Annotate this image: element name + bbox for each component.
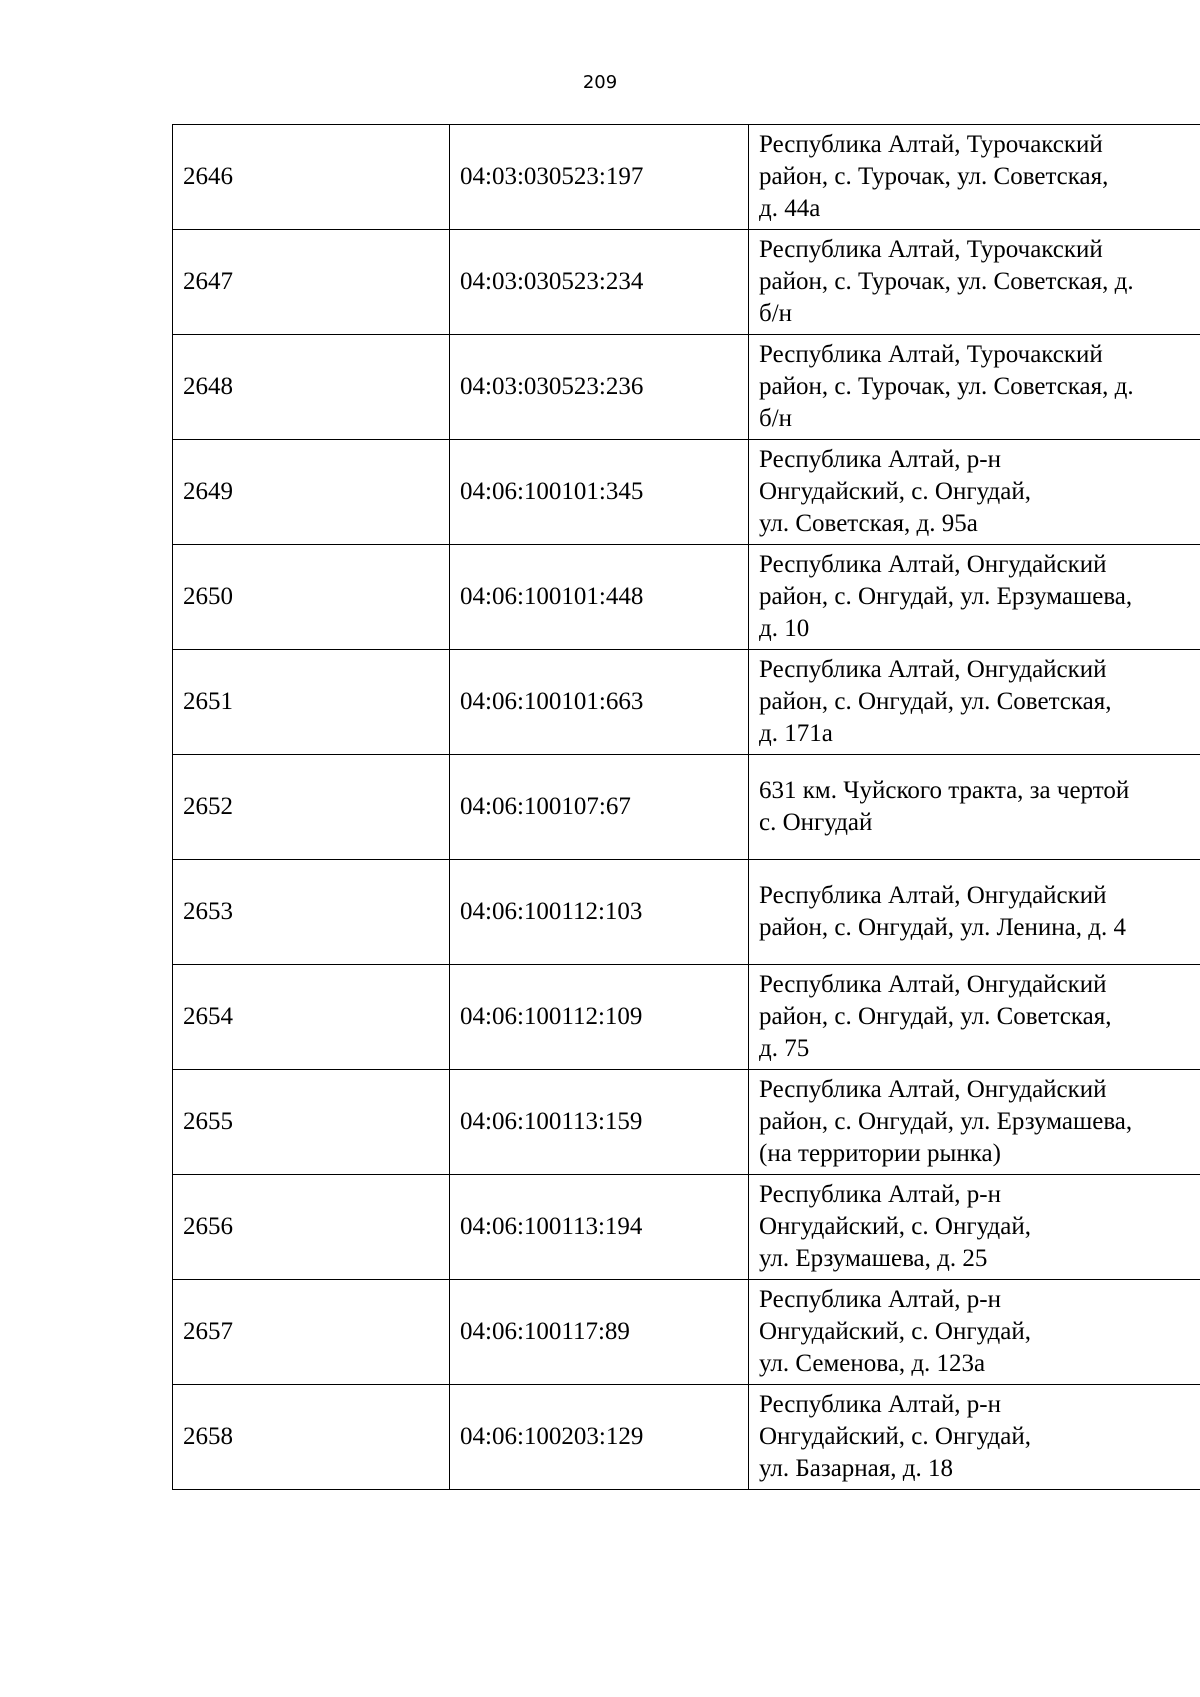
table-row bbox=[173, 860, 1200, 965]
table-row bbox=[173, 230, 1200, 335]
address-cell: Республика Алтай, Турочакский район, с. Турочак, ул. Советская, д. б/н bbox=[749, 230, 1200, 335]
table-row bbox=[173, 965, 1200, 1070]
row-number-cell: 2652 bbox=[173, 755, 450, 860]
table-row bbox=[173, 545, 1200, 650]
row-number-cell: 2653 bbox=[173, 860, 450, 965]
cadastral-number-cell: 04:06:100112:109 bbox=[450, 965, 749, 1070]
address-cell: Республика Алтай, Онгудайский район, с. Онгудай, ул. Ерзумашева, (на территории рынка) bbox=[749, 1070, 1200, 1175]
cadastral-number-cell: 04:06:100101:345 bbox=[450, 440, 749, 545]
row-number-cell: 2651 bbox=[173, 650, 450, 755]
table-row bbox=[173, 650, 1200, 755]
address-cell: Республика Алтай, Онгудайский район, с. Онгудай, ул. Советская, д. 75 bbox=[749, 965, 1200, 1070]
address-cell: Республика Алтай, Турочакский район, с. Турочак, ул. Советская, д. 44а bbox=[749, 125, 1200, 230]
row-number-cell: 2654 bbox=[173, 965, 450, 1070]
row-number-cell: 2658 bbox=[173, 1385, 450, 1490]
cadastral-number-cell: 04:06:100107:67 bbox=[450, 755, 749, 860]
table-row bbox=[173, 755, 1200, 860]
table-row bbox=[173, 1385, 1200, 1490]
address-cell: Республика Алтай, Онгудайский район, с. Онгудай, ул. Ерзумашева, д. 10 bbox=[749, 545, 1200, 650]
address-cell: Республика Алтай, р-н Онгудайский, с. Онгудай, ул. Ерзумашева, д. 25 bbox=[749, 1175, 1200, 1280]
registry-table-body bbox=[173, 125, 1200, 1490]
address-cell: 631 км. Чуйского тракта, за чертой с. Онгудай bbox=[749, 755, 1200, 860]
cadastral-number-cell: 04:06:100203:129 bbox=[450, 1385, 749, 1490]
address-cell: Республика Алтай, Турочакский район, с. Турочак, ул. Советская, д. б/н bbox=[749, 335, 1200, 440]
row-number-cell: 2646 bbox=[173, 125, 450, 230]
table-row bbox=[173, 125, 1200, 230]
table-row bbox=[173, 1280, 1200, 1385]
row-number-cell: 2655 bbox=[173, 1070, 450, 1175]
cadastral-number-cell: 04:06:100101:663 bbox=[450, 650, 749, 755]
row-number-cell: 2650 bbox=[173, 545, 450, 650]
cadastral-number-cell: 04:03:030523:236 bbox=[450, 335, 749, 440]
row-number-cell: 2657 bbox=[173, 1280, 450, 1385]
row-number-cell: 2656 bbox=[173, 1175, 450, 1280]
cadastral-number-cell: 04:06:100112:103 bbox=[450, 860, 749, 965]
cadastral-number-cell: 04:03:030523:234 bbox=[450, 230, 749, 335]
row-number-cell: 2649 bbox=[173, 440, 450, 545]
row-number-cell: 2647 bbox=[173, 230, 450, 335]
table-row bbox=[173, 1175, 1200, 1280]
page-number: 209 bbox=[582, 72, 618, 93]
address-cell: Республика Алтай, р-н Онгудайский, с. Онгудай, ул. Семенова, д. 123а bbox=[749, 1280, 1200, 1385]
address-cell: Республика Алтай, р-н Онгудайский, с. Онгудай, ул. Советская, д. 95а bbox=[749, 440, 1200, 545]
table-row bbox=[173, 440, 1200, 545]
cadastral-number-cell: 04:06:100113:159 bbox=[450, 1070, 749, 1175]
row-number-cell: 2648 bbox=[173, 335, 450, 440]
cadastral-number-cell: 04:06:100113:194 bbox=[450, 1175, 749, 1280]
cadastral-number-cell: 04:06:100101:448 bbox=[450, 545, 749, 650]
cadastral-number-cell: 04:03:030523:197 bbox=[450, 125, 749, 230]
cadastral-number-cell: 04:06:100117:89 bbox=[450, 1280, 749, 1385]
address-cell: Республика Алтай, Онгудайский район, с. Онгудай, ул. Советская, д. 171а bbox=[749, 650, 1200, 755]
address-cell: Республика Алтай, р-н Онгудайский, с. Онгудай, ул. Базарная, д. 18 bbox=[749, 1385, 1200, 1490]
table-row bbox=[173, 1070, 1200, 1175]
address-cell: Республика Алтай, Онгудайский район, с. Онгудай, ул. Ленина, д. 4 bbox=[749, 860, 1200, 965]
table-row bbox=[173, 335, 1200, 440]
registry-table bbox=[172, 124, 1200, 1490]
